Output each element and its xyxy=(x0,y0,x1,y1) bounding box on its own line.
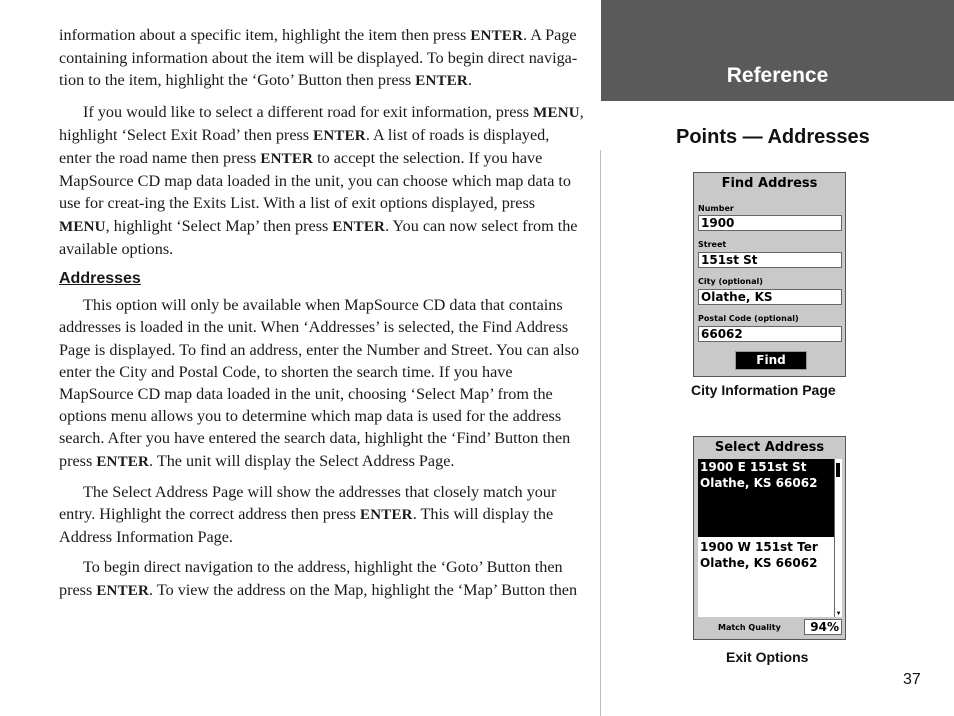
number-label: Number xyxy=(698,204,734,213)
text: To begin direct navigation to the address, highlight the ‘Goto’ Button then press xyxy=(59,558,563,599)
find-button[interactable]: Find xyxy=(735,351,807,370)
keyword: ENTER xyxy=(96,582,150,599)
number-field[interactable]: 1900 xyxy=(698,215,842,231)
city-field[interactable]: Olathe, KS xyxy=(698,289,842,305)
street-field[interactable]: 151st St xyxy=(698,252,842,268)
page-number: 37 xyxy=(903,671,921,688)
caption-exit-options: Exit Options xyxy=(726,649,809,665)
find-address-screen xyxy=(693,172,846,377)
body-text xyxy=(59,24,585,610)
screen-title: Find Address xyxy=(721,176,818,191)
scroll-thumb[interactable] xyxy=(836,463,840,477)
keyword: ENTER xyxy=(360,507,413,524)
paragraph-3 xyxy=(59,294,585,473)
text: This option will only be available when MapSource CD data that contains addresses is loaded in the unit. When ‘Addresses’ is selected, the Find Address Page is displayed. To find an address, enter the Number and Street. You can also enter the City and Postal Code, to shorten the search time. If you have MapSource CD map data loaded in the unit, choosing ‘Select Map’ from the options menu allows you to determine which map data is used for the address search. After you have entered the search data, highlight the ‘Find’ Button then press xyxy=(59,296,580,470)
match-quality-value: 94% xyxy=(804,619,842,635)
reference-banner xyxy=(601,0,954,101)
text: , highlight ‘Select Map’ then press xyxy=(105,216,333,235)
result-line: Olathe, KS 66062 xyxy=(700,476,818,490)
text: The Select Address Page will show the addresses that closely match your entry. Highlight the correct address then press xyxy=(59,482,557,524)
keyword: ENTER xyxy=(415,73,468,90)
select-address-screen xyxy=(693,436,846,640)
text: . A list of roads is displayed, enter the road name then press xyxy=(59,125,550,168)
text: to accept the selection. If you have MapSource CD map data loaded in the unit, you can choose which map data to use for creat-ing the Exits List. With a list of exit options displayed, press xyxy=(59,149,572,213)
reference-title: Reference xyxy=(726,64,829,87)
column-divider xyxy=(600,150,601,716)
result-line: 1900 E 151st St xyxy=(700,460,807,474)
paragraph-2 xyxy=(59,101,585,260)
text: . xyxy=(467,71,472,90)
caption-city-information: City Information Page xyxy=(691,382,836,398)
result-line: 1900 W 151st Ter xyxy=(700,540,818,554)
keyword: ENTER xyxy=(96,453,150,470)
match-quality-label: Match Quality xyxy=(718,623,781,632)
city-label: City (optional) xyxy=(698,277,763,286)
scroll-down-icon[interactable]: ▼ xyxy=(836,610,841,617)
postal-code-label: Postal Code (optional) xyxy=(698,314,799,323)
keyword: MENU xyxy=(59,218,106,235)
section-title: Points — Addresses xyxy=(676,126,870,148)
addresses-heading: Addresses xyxy=(59,270,141,288)
result-line: Olathe, KS 66062 xyxy=(700,556,818,570)
scrollbar[interactable] xyxy=(834,459,842,617)
paragraph-1 xyxy=(59,24,585,93)
screen-title: Select Address xyxy=(714,440,825,455)
text: . A Page containing information about the item will be displayed. To begin direct naviga-tion to the item, highlight the ‘Goto’ Button then press xyxy=(59,26,578,90)
keyword: ENTER xyxy=(313,127,366,144)
text: . The unit will display the Select Address Page. xyxy=(149,451,455,470)
text: . This will display the Address Information Page. xyxy=(59,505,554,547)
paragraph-5 xyxy=(59,556,585,601)
street-label: Street xyxy=(698,240,727,249)
text: information about a specific item, highlight the item then press xyxy=(59,26,471,44)
text: , highlight ‘Select Exit Road’ then press xyxy=(59,102,584,144)
keyword: ENTER xyxy=(470,28,524,44)
selected-result[interactable] xyxy=(698,459,834,537)
keyword: ENTER xyxy=(332,218,386,235)
text: . To view the address on the Map, highlight the ‘Map’ Button then xyxy=(149,580,578,599)
paragraph-4 xyxy=(59,481,585,549)
text: If you would like to select a different road for exit information, press xyxy=(83,102,534,121)
result-item[interactable] xyxy=(698,537,834,617)
keyword: MENU xyxy=(533,104,580,121)
text: . You can now select from the available options. xyxy=(59,216,578,258)
keyword: ENTER xyxy=(260,151,314,168)
postal-code-field[interactable]: 66062 xyxy=(698,326,842,342)
